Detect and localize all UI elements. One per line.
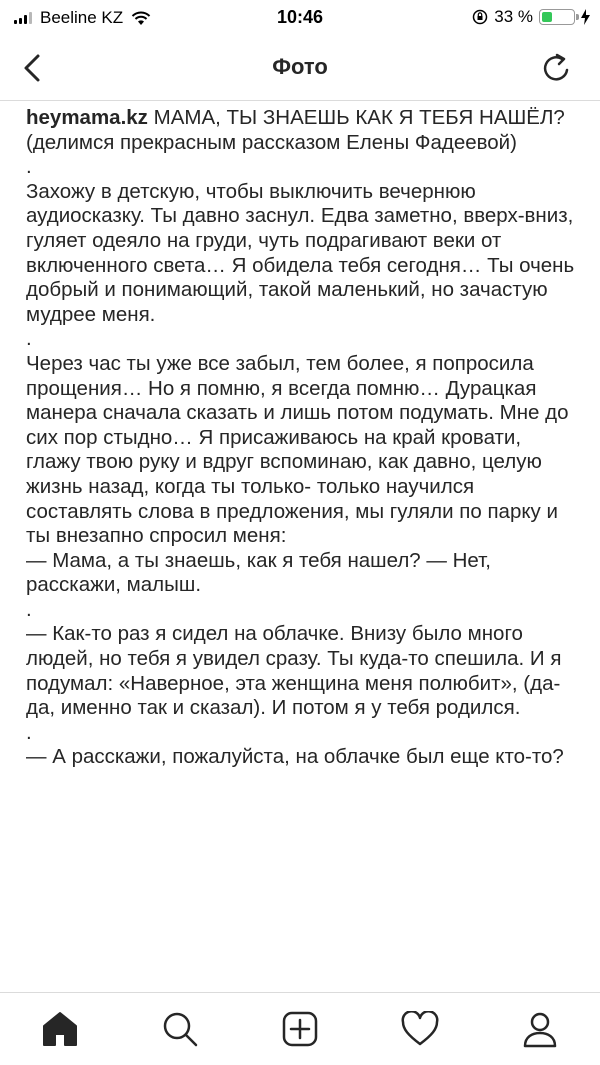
status-time: 10:46	[276, 7, 324, 27]
search-icon	[161, 1010, 199, 1048]
caption-paragraph: — Мама, а ты знаешь, как я тебя нашел? — Нет, расскажи, малыш.	[26, 548, 491, 597]
page-title: Фото	[272, 54, 328, 79]
add-post-icon	[281, 1010, 319, 1048]
status-right	[472, 7, 590, 27]
caption-paragraph: — Как-то раз я сидел на облачке. Внизу было много людей, но тебя я увидел сразу. Ты куда-то спешила. И я подумал: «Наверное, эта женщина меня полюбит», (да-да, именно так и сказал). И потом я у тебя родился.	[26, 622, 562, 720]
caption-paragraph: Захожу в детскую, чтобы выключить вечернюю аудиосказку. Ты давно заснул. Едва заметно, вверх-вниз, гуляет одеяло на груди, чуть подрагивают веки от включенного света… Я обидела тебя сегодня… Ты очень добрый и понимающий, такой маленький, но зачастую мудрее меня.	[26, 179, 575, 326]
caption-paragraph: .	[26, 327, 32, 351]
caption-title: МАМА, ТЫ ЗНАЕШЬ КАК Я ТЕБЯ НАШЁЛ?	[147, 106, 565, 129]
charging-icon	[581, 9, 590, 25]
caption-paragraph: .	[26, 597, 32, 621]
orientation-lock-icon	[472, 9, 488, 25]
heart-icon	[400, 1011, 440, 1047]
profile-icon	[521, 1010, 559, 1048]
tab-activity[interactable]	[398, 1007, 442, 1051]
tab-bar	[0, 992, 600, 1065]
status-bar	[0, 0, 600, 36]
caption-headline	[26, 106, 576, 131]
battery-level	[542, 12, 552, 22]
nav-bar	[0, 36, 600, 101]
caption-paragraph: .	[26, 155, 32, 179]
username-link[interactable]: heymama.kz	[26, 106, 148, 129]
battery-percent: 33 %	[494, 7, 533, 26]
caption-paragraph: Через час ты уже все забыл, тем более, я попросила прощения… Но я помню, я всегда помню… Дурацкая манера сначала сказать и лишь потом подумать. Мне до сих пор стыдно… Я присаживаюсь на край кровати, глажу твою руку и вдруг вспоминаю, как давно, целую жизнь назад, когда ты только- только научился составлять слова в предложения, мы гуляли по парку и ты внезапно спросил меня:	[26, 351, 569, 548]
tab-search[interactable]	[158, 1007, 202, 1051]
tab-new-post[interactable]	[278, 1007, 322, 1051]
refresh-icon[interactable]	[540, 50, 574, 86]
caption-paragraph: .	[26, 720, 32, 744]
home-icon	[40, 1010, 80, 1048]
tab-home[interactable]	[38, 1007, 82, 1051]
battery-icon	[539, 9, 575, 25]
caption-paragraph: — А расскажи, пожалуйста, на облачке был еще кто-то?	[26, 745, 564, 769]
tab-profile[interactable]	[518, 1007, 562, 1051]
carrier-name: Beeline KZ	[40, 8, 124, 27]
caption-paragraph: (делимся прекрасным рассказом Елены Фадеевой)	[26, 130, 517, 154]
post-caption	[26, 106, 576, 770]
